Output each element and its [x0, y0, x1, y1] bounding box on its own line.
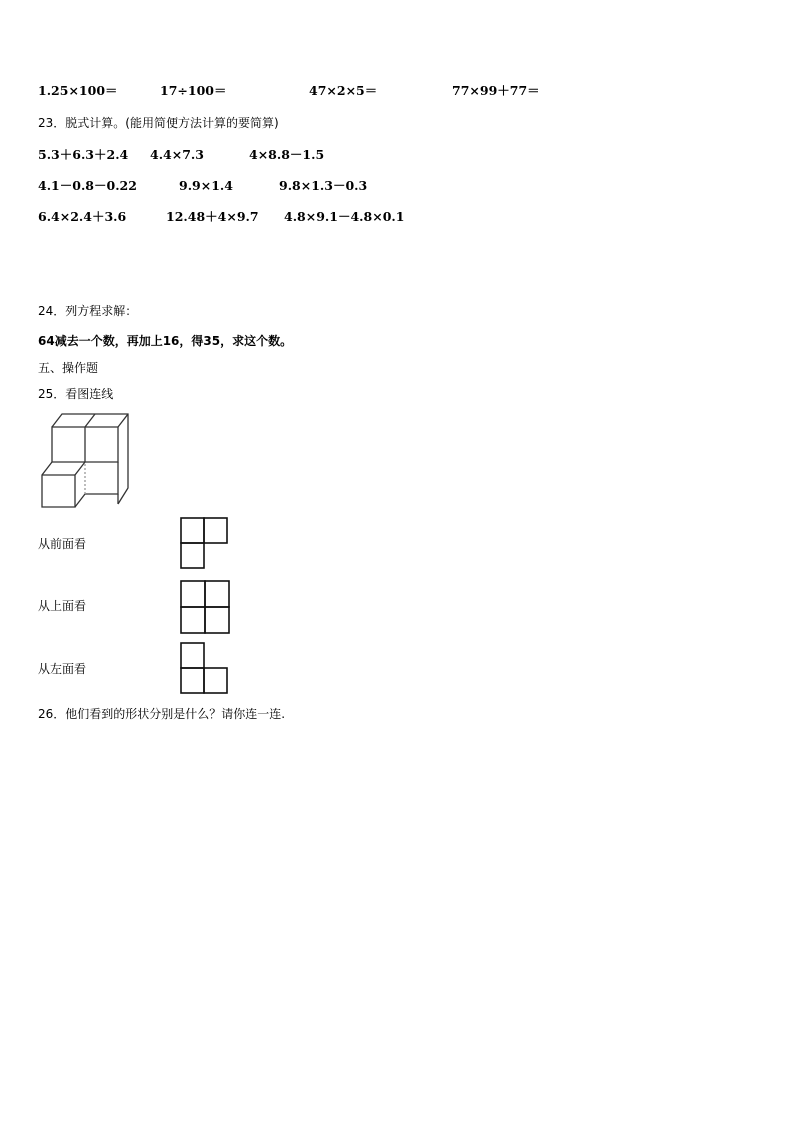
- q23-expr-2-3: 9.8×1.3－0.3: [279, 178, 368, 193]
- oral-calc-1: 1.25×100＝: [38, 83, 118, 98]
- q23-expr-3-2: 12.48＋4×9.7: [166, 209, 259, 224]
- q25-title: 25．看图连线: [38, 387, 114, 401]
- q26-title: 26．他们看到的形状分别是什么？请你连一连.: [38, 707, 286, 721]
- view-shape-b[interactable]: [179, 579, 232, 636]
- oral-calc-2: 17÷100＝: [160, 83, 227, 98]
- q23-expr-2-2: 9.9×1.4: [179, 178, 233, 193]
- q23-expr-2-1: 4.1－0.8－0.22: [38, 178, 137, 193]
- q23-expr-1-1: 5.3＋6.3＋2.4: [38, 147, 129, 162]
- q24-text: 64减去一个数，再加上16，得35，求这个数。: [38, 334, 293, 348]
- view-label-top: 从上面看: [38, 599, 87, 613]
- q23-expr-3-3: 4.8×9.1－4.8×0.1: [284, 209, 405, 224]
- q23-expr-1-2: 4.4×7.3: [150, 147, 204, 162]
- view-shape-a[interactable]: [179, 516, 231, 572]
- q24-title: 24．列方程求解：: [38, 304, 138, 318]
- q23-expr-3-1: 6.4×2.4＋3.6: [38, 209, 127, 224]
- q23-expr-1-3: 4×8.8－1.5: [249, 147, 325, 162]
- section-5-heading: 五、操作题: [38, 361, 99, 375]
- view-label-front: 从前面看: [38, 537, 87, 551]
- view-label-left: 从左面看: [38, 662, 87, 676]
- oral-calc-3: 47×2×5＝: [309, 83, 378, 98]
- cube-stack-figure: [38, 410, 133, 510]
- q23-title: 23．脱式计算。(能用简便方法计算的要简算): [38, 116, 279, 130]
- oral-calc-4: 77×99＋77＝: [452, 83, 540, 98]
- view-shape-c[interactable]: [179, 641, 231, 697]
